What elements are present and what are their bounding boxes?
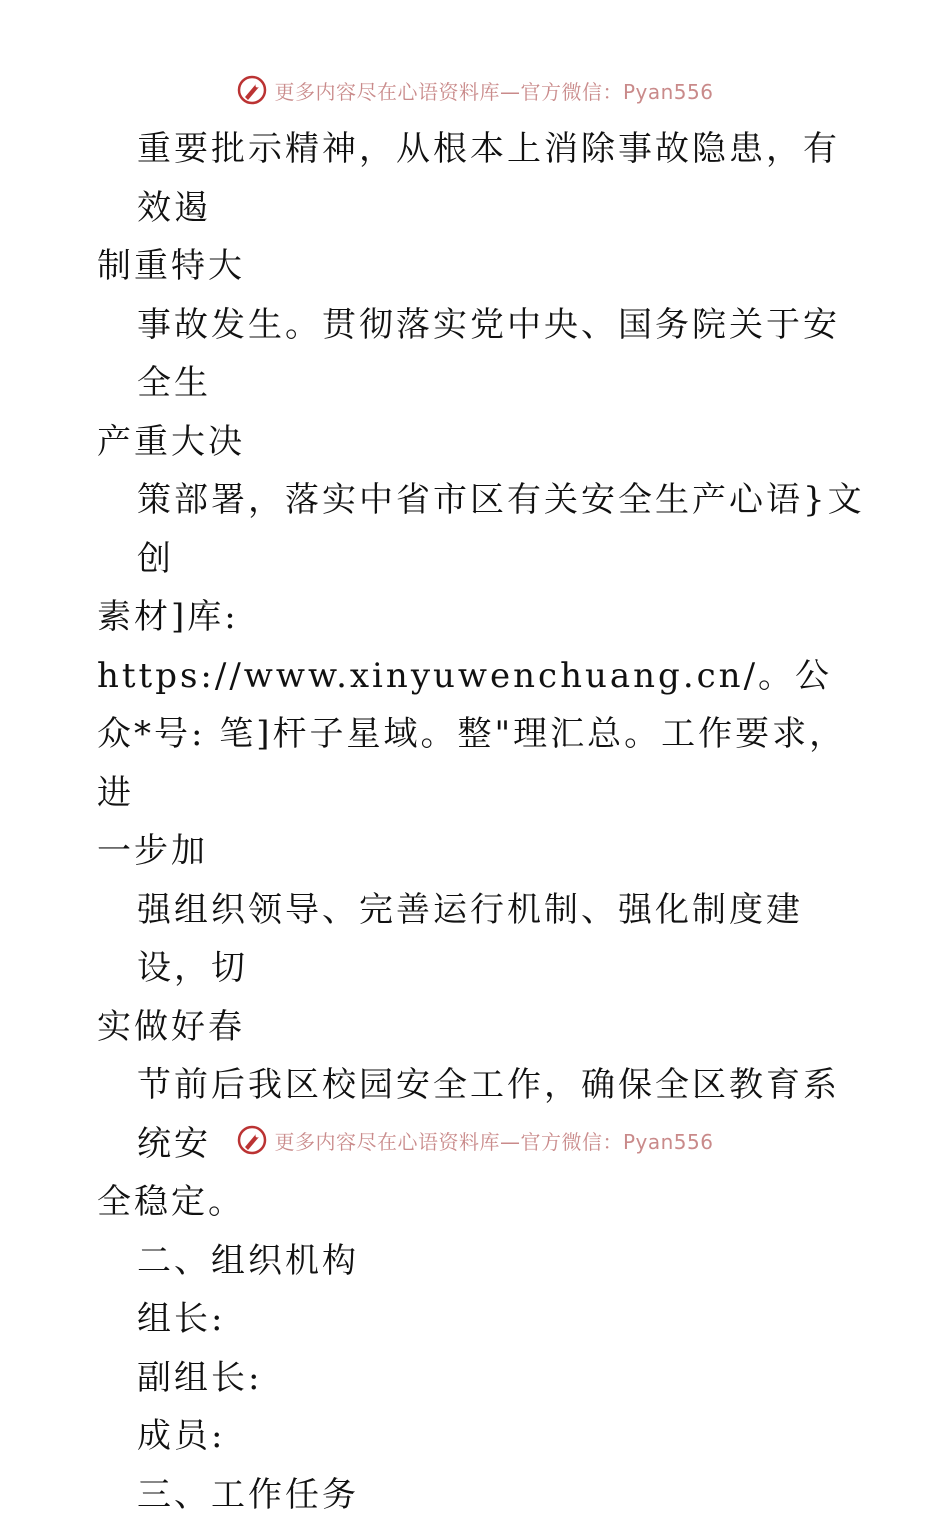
list-item: 组长: bbox=[97, 1290, 867, 1349]
list-item: 副组长: bbox=[97, 1349, 867, 1408]
document-body bbox=[97, 120, 867, 1524]
paragraph-line: 强组织领导、完善运行机制、强化制度建设，切 bbox=[97, 881, 867, 998]
list-item: 成员: bbox=[97, 1407, 867, 1466]
watermark-footer bbox=[0, 1120, 950, 1160]
paragraph-line: 众*号: 笔]杆子星域。整"理汇总。工作要求，进 bbox=[97, 705, 867, 822]
watermark-text: 更多内容尽在心语资料库—官方微信：Pyan556 bbox=[274, 76, 713, 105]
paragraph-line: 一步加 bbox=[97, 822, 867, 881]
pen-seal-icon bbox=[236, 1124, 268, 1156]
paragraph-line: 事故发生。贯彻落实党中央、国务院关于安全生 bbox=[97, 296, 867, 413]
watermark-text: 更多内容尽在心语资料库—官方微信：Pyan556 bbox=[274, 1126, 713, 1155]
paragraph-line: 全稳定。 bbox=[97, 1173, 867, 1232]
paragraph-line: 策部署，落实中省市区有关安全生产心语}文创 bbox=[97, 471, 867, 588]
paragraph-line: 实做好春 bbox=[97, 998, 867, 1057]
paragraph-line: 节前后我区校园安全工作，确保全区教育系统安 bbox=[97, 1056, 867, 1173]
paragraph-line: 制重特大 bbox=[97, 237, 867, 296]
paragraph-line: 素材]库: https://www.xinyuwenchuang.cn/。公 bbox=[97, 588, 867, 705]
paragraph-line: 重要批示精神，从根本上消除事故隐患，有效遏 bbox=[97, 120, 867, 237]
pen-seal-icon bbox=[236, 74, 268, 106]
section-heading: 三、工作任务 bbox=[97, 1466, 867, 1524]
paragraph-line: 产重大决 bbox=[97, 413, 867, 472]
section-heading: 二、组织机构 bbox=[97, 1232, 867, 1291]
watermark-header bbox=[0, 70, 950, 110]
